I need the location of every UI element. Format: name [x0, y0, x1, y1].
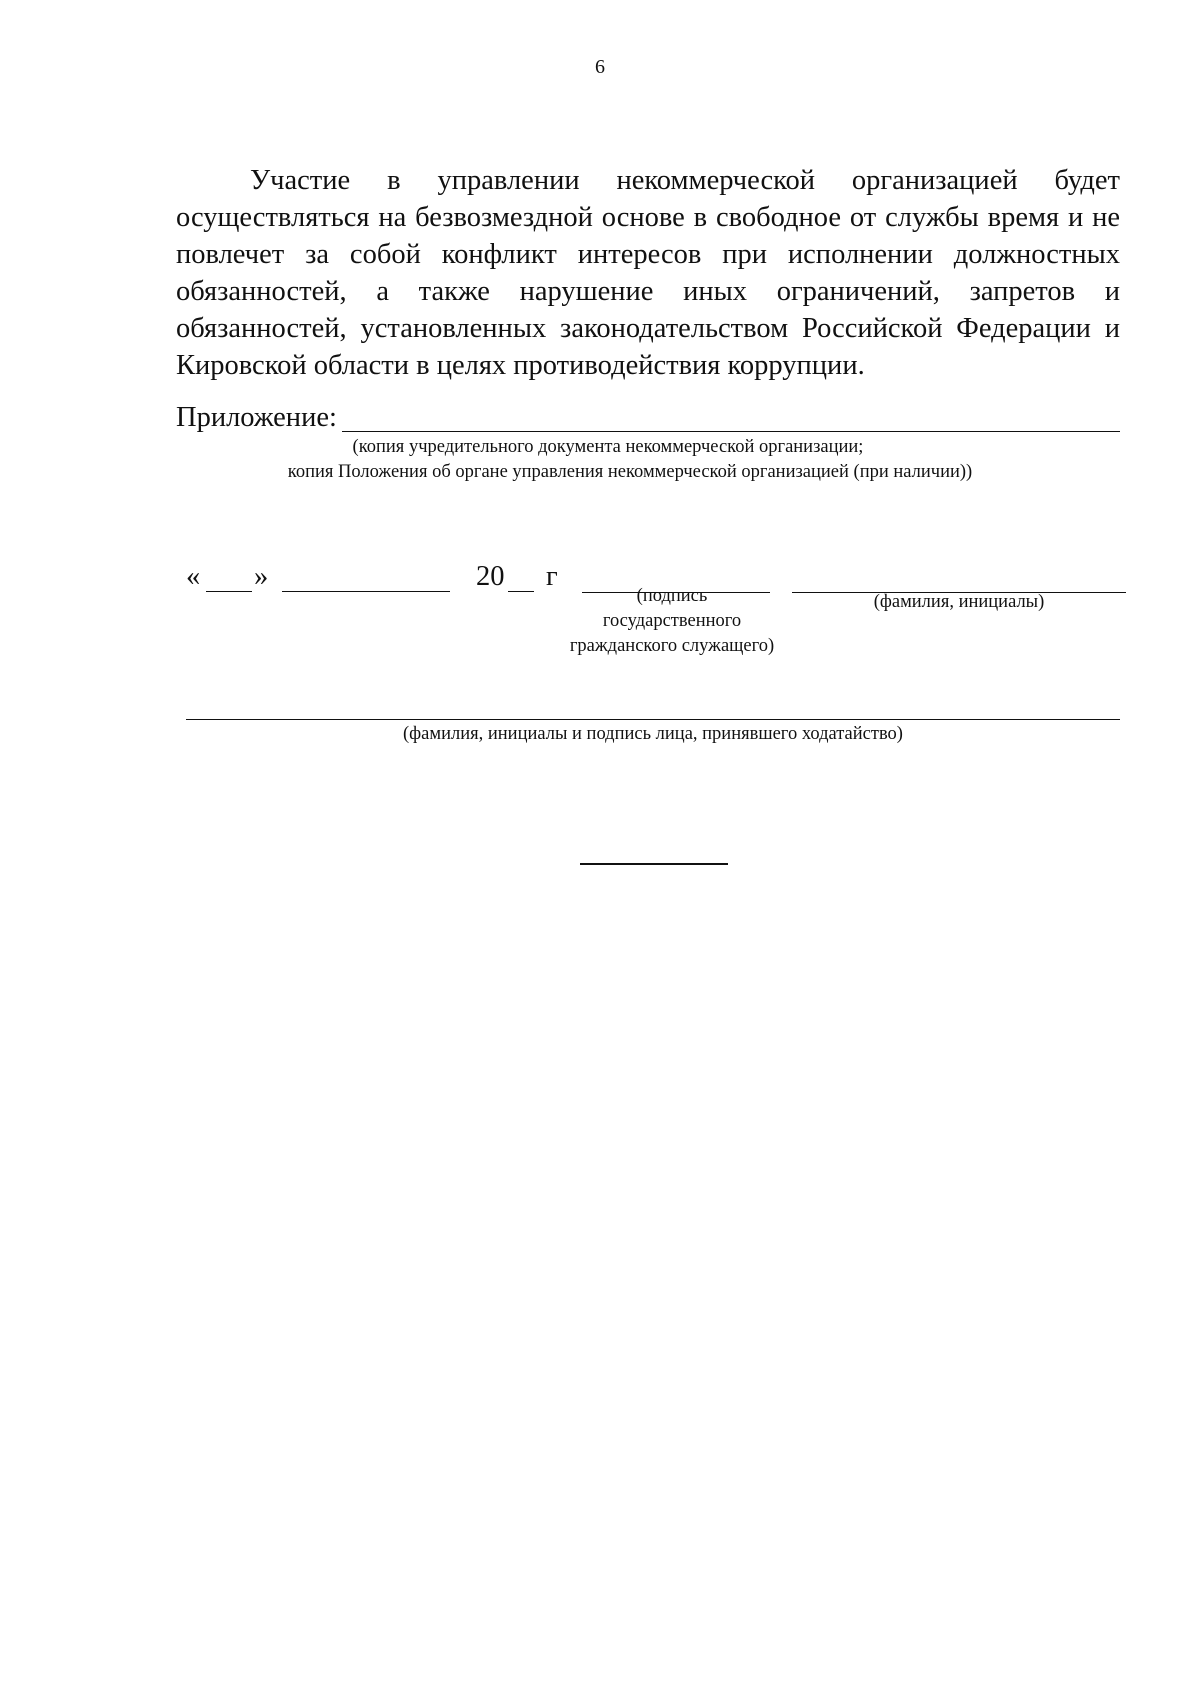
- body-text: [176, 162, 1120, 384]
- year-prefix: 20: [476, 561, 505, 592]
- acceptor-caption: (фамилия, инициалы и подпись лица, принявшего ходатайство): [403, 724, 903, 744]
- year-suffix: г: [546, 561, 558, 592]
- page-number: 6: [595, 56, 605, 78]
- name-caption: (фамилия, инициалы): [873, 592, 1045, 612]
- signature-caption-line3: гражданского служащего): [569, 636, 775, 656]
- date-open-quote: «: [186, 561, 201, 592]
- day-fill-line: [206, 591, 252, 592]
- appendix-row: [176, 398, 1120, 438]
- appendix-fill-line: [342, 431, 1120, 432]
- signature-caption-line1: (подпись: [636, 586, 708, 606]
- date-close-quote: »: [254, 561, 269, 592]
- appendix-label: Приложение:: [176, 402, 337, 433]
- acceptor-fill-line: [186, 719, 1120, 720]
- body-paragraph: Участие в управлении некоммерческой организацией будет осуществляться на безвозмездной основе в свободное от службы время и не повлечет за собой конфликт интересов при исполнении должностных обязанностей, а также нарушение иных ограничений, запретов и обязанностей, установленных законодательством Российской Федерации и Кировской области в целях противодействия коррупции.: [176, 165, 1120, 381]
- appendix-note-line1: (копия учредительного документа некоммерческой организации;: [352, 437, 864, 457]
- signature-caption-line2: государственного: [602, 611, 742, 631]
- year-fill-line: [508, 591, 534, 592]
- end-divider: [580, 863, 728, 865]
- appendix-note-line2: копия Положения об органе управления некоммерческой организацией (при наличии)): [287, 462, 973, 482]
- month-fill-line: [282, 591, 450, 592]
